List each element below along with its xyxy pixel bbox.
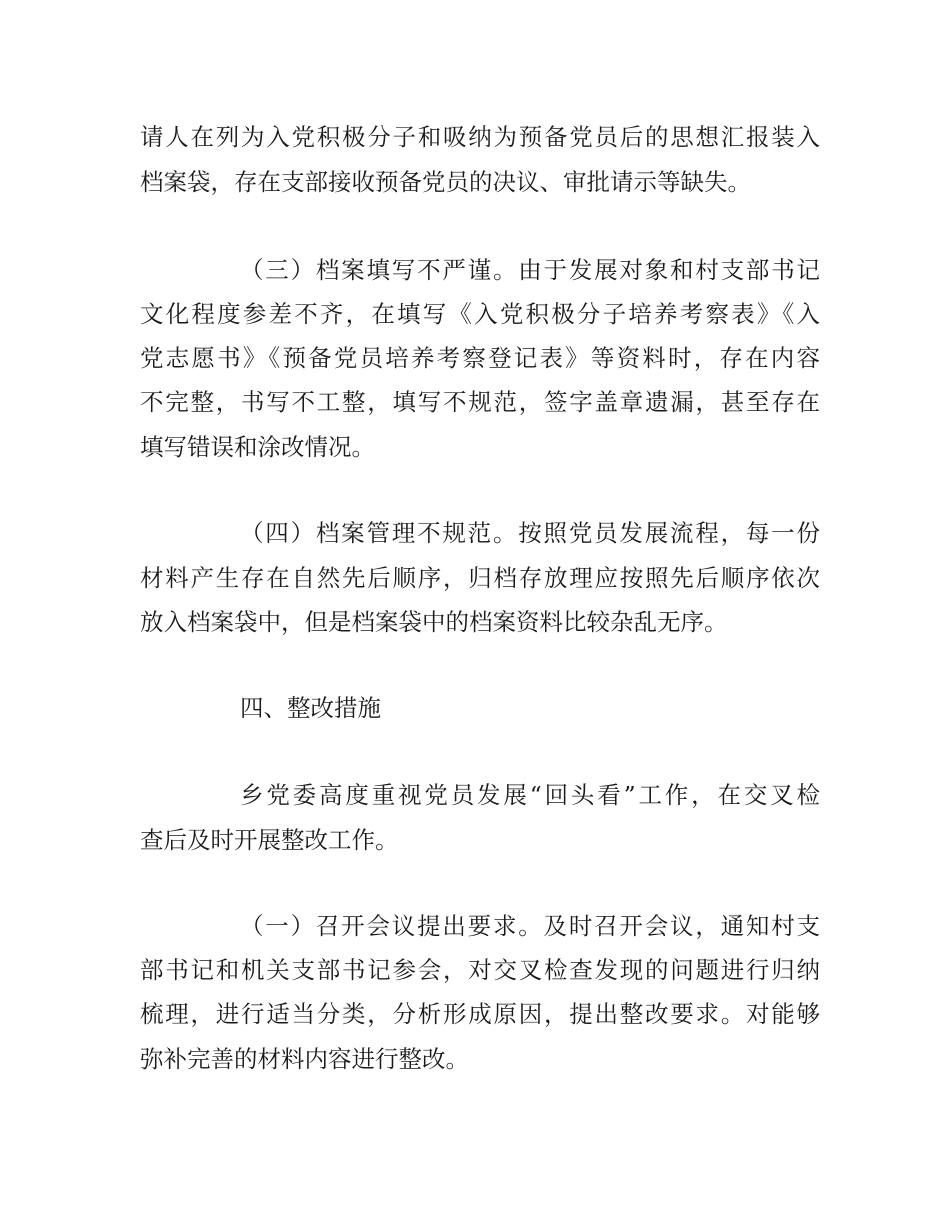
paragraph-3-line-1: （四）档案管理不规范。按照党员发展流程，每一份 (240, 519, 820, 547)
paragraph-5-line-3: 梳理，进行适当分类，分析形成原因，提出整改要求。对能够 (140, 1000, 820, 1028)
paragraph-5-line-4: 弥补完善的材料内容进行整改。 (140, 1045, 469, 1073)
paragraph-4-line-1: 乡党委高度重视党员发展“回头看”工作，在交叉检 (240, 781, 820, 809)
paragraph-2-line-1: （三）档案填写不严谨。由于发展对象和村支部书记 (240, 256, 820, 284)
paragraph-5-line-2: 部书记和机关支部书记参会，对交叉检查发现的问题进行归纳 (140, 956, 820, 984)
paragraph-2-line-3: 党志愿书》《预备党员培养考察登记表》等资料时，存在内容 (140, 344, 820, 372)
paragraph-2-line-5: 填写错误和涂改情况。 (140, 433, 375, 461)
paragraph-1-line-2: 档案袋，存在支部接收预备党员的决议、审批请示等缺失。 (140, 168, 751, 196)
paragraph-4-line-2: 查后及时开展整改工作。 (140, 826, 399, 854)
paragraph-1-line-1: 请人在列为入党积极分子和吸纳为预备党员后的思想汇报装入 (140, 123, 820, 151)
paragraph-2-line-2: 文化程度参差不齐，在填写《入党积极分子培养考察表》《入 (140, 300, 820, 328)
paragraph-5-line-1: （一）召开会议提出要求。及时召开会议，通知村支 (240, 912, 820, 940)
paragraph-3-line-3: 放入档案袋中，但是档案袋中的档案资料比较杂乱无序。 (140, 608, 728, 636)
section-heading-4: 四、整改措施 (240, 694, 381, 722)
paragraph-2-line-4: 不完整，书写不工整，填写不规范，签字盖章遗漏，甚至存在 (140, 388, 820, 416)
paragraph-3-line-2: 材料产生存在自然先后顺序，归档存放理应按照先后顺序依次 (140, 564, 820, 592)
